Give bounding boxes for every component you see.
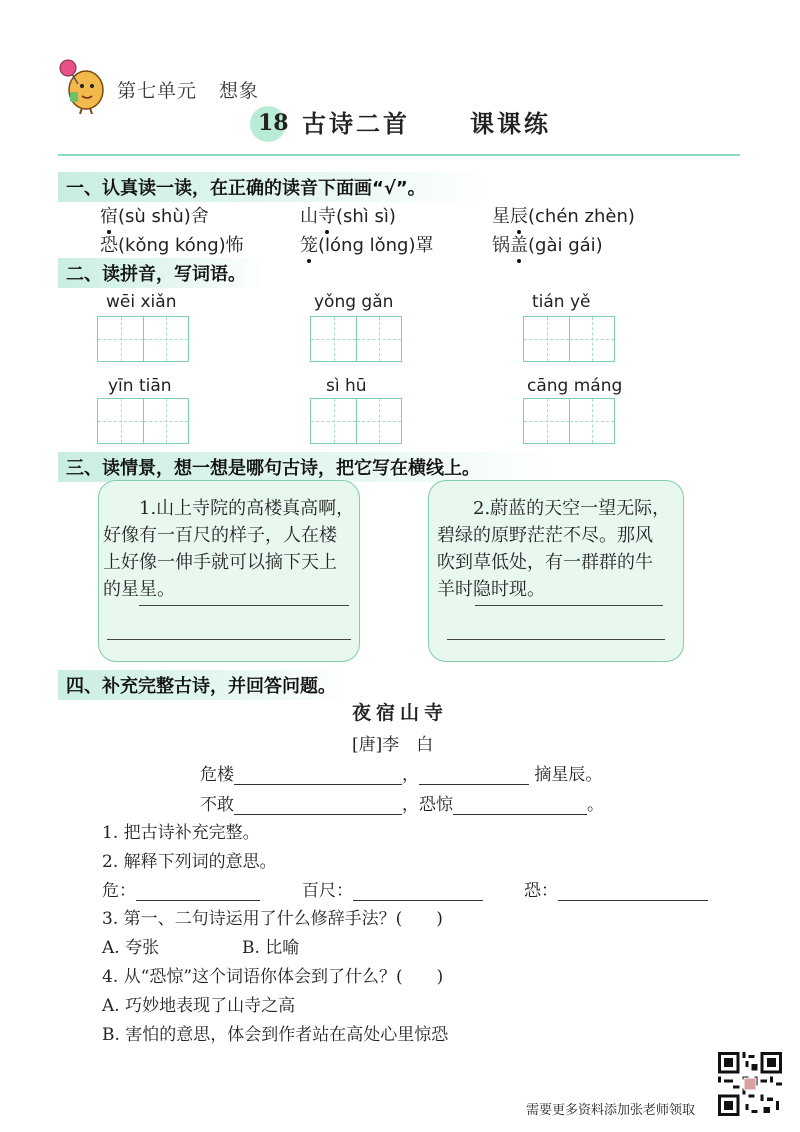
poem-title: 夜宿山寺 [352,702,449,724]
term-blank[interactable] [353,882,483,901]
writing-grid[interactable] [97,398,189,444]
pinyin-label: yǒng gǎn [314,292,394,312]
pinyin-label: yīn tiān [108,376,172,396]
pronunciation-item: 星辰(chén zhèn) [492,206,635,227]
mascot-icon [54,56,112,114]
term-blank[interactable] [558,882,708,901]
writing-grid[interactable] [97,316,189,362]
term-item: 危： [102,876,260,901]
scene-text: 的星星。 [103,579,175,600]
qr-code-icon [718,1052,782,1116]
writing-grid[interactable] [523,316,615,362]
poem-line-1: 危楼 ， 摘星辰。 [200,765,603,785]
pinyin-label: sì hū [326,376,367,396]
practice-label: 课课练 [470,110,551,138]
option[interactable]: A. 夸张 [102,938,160,958]
scene-text: 羊时隐时现。 [437,579,545,600]
section4-heading: 四、补充完整古诗，并回答问题。 [58,670,350,700]
lesson-number-badge: 18 [250,106,286,142]
question-4: 4. 从“恐惊”这个词语你体会到了什么？( ) [102,967,444,987]
lesson-title: 古诗二首 [302,109,410,138]
option[interactable]: B. 害怕的意思，体会到作者站在高处心里惊恐 [102,1025,449,1045]
poem-line-2: 不敢 ，恐惊 。 [200,795,604,815]
section1-heading: 一、认真读一读，在正确的读音下面画“√”。 [58,172,492,202]
answer-line[interactable] [475,605,663,606]
answer-line[interactable] [447,639,665,640]
term-blank[interactable] [136,882,260,901]
answer-line[interactable] [107,639,351,640]
question-1: 1. 把古诗补充完整。 [102,823,260,843]
option[interactable]: A. 巧妙地表现了山寺之高 [102,996,296,1016]
poem-blank[interactable] [453,796,587,815]
poem-blank[interactable] [419,766,529,785]
pinyin-label: wēi xiǎn [106,292,177,312]
question-2: 2. 解释下列词的意思。 [102,852,277,872]
question-3: 3. 第一、二句诗运用了什么修辞手法？( ) [102,909,443,929]
pronunciation-item: 山寺(shì sì) [300,206,396,227]
footer-note: 需要更多资料添加张老师领取 [526,1103,696,1118]
section3-heading: 三、读情景，想一想是哪句古诗，把它写在横线上。 [58,452,556,482]
term-item: 恐： [524,876,708,901]
scene-text: 2.蔚蓝的天空一望无际， [473,498,671,519]
scene-text: 1.山上寺院的高楼真高啊， [139,498,355,519]
section2-heading: 二、读拼音，写词语。 [58,258,266,288]
poem-blank[interactable] [234,766,402,785]
unit-label: 第七单元 想象 [117,80,260,102]
scene-card-2 [428,480,684,662]
option[interactable]: B. 比喻 [242,938,300,958]
answer-line[interactable] [139,605,349,606]
scene-text: 上好像一伸手就可以摘下天上 [103,552,337,573]
poem-blank[interactable] [234,796,402,815]
term-item: 百尺： [302,876,483,901]
scene-card-1 [98,480,360,662]
scene-text: 好像有一百尺的样子，人在楼 [103,525,337,546]
header-divider [58,154,740,156]
pinyin-label: tián yě [532,292,591,312]
pinyin-label: cāng máng [527,376,623,396]
writing-grid[interactable] [310,316,402,362]
writing-grid[interactable] [310,398,402,444]
pronunciation-item: 宿(sù shù)舍 [100,206,209,227]
scene-text: 碧绿的原野茫茫不尽。那风 [437,525,653,546]
writing-grid[interactable] [523,398,615,444]
poem-author: [唐]李 白 [352,735,434,755]
scene-text: 吹到草低处，有一群群的牛 [437,552,653,573]
pronunciation-item: 笼(lóng lǒng)罩 [300,235,434,256]
pronunciation-item: 锅盖(gài gái) [492,235,603,256]
pronunciation-item: 恐(kǒng kóng)怖 [100,235,244,256]
